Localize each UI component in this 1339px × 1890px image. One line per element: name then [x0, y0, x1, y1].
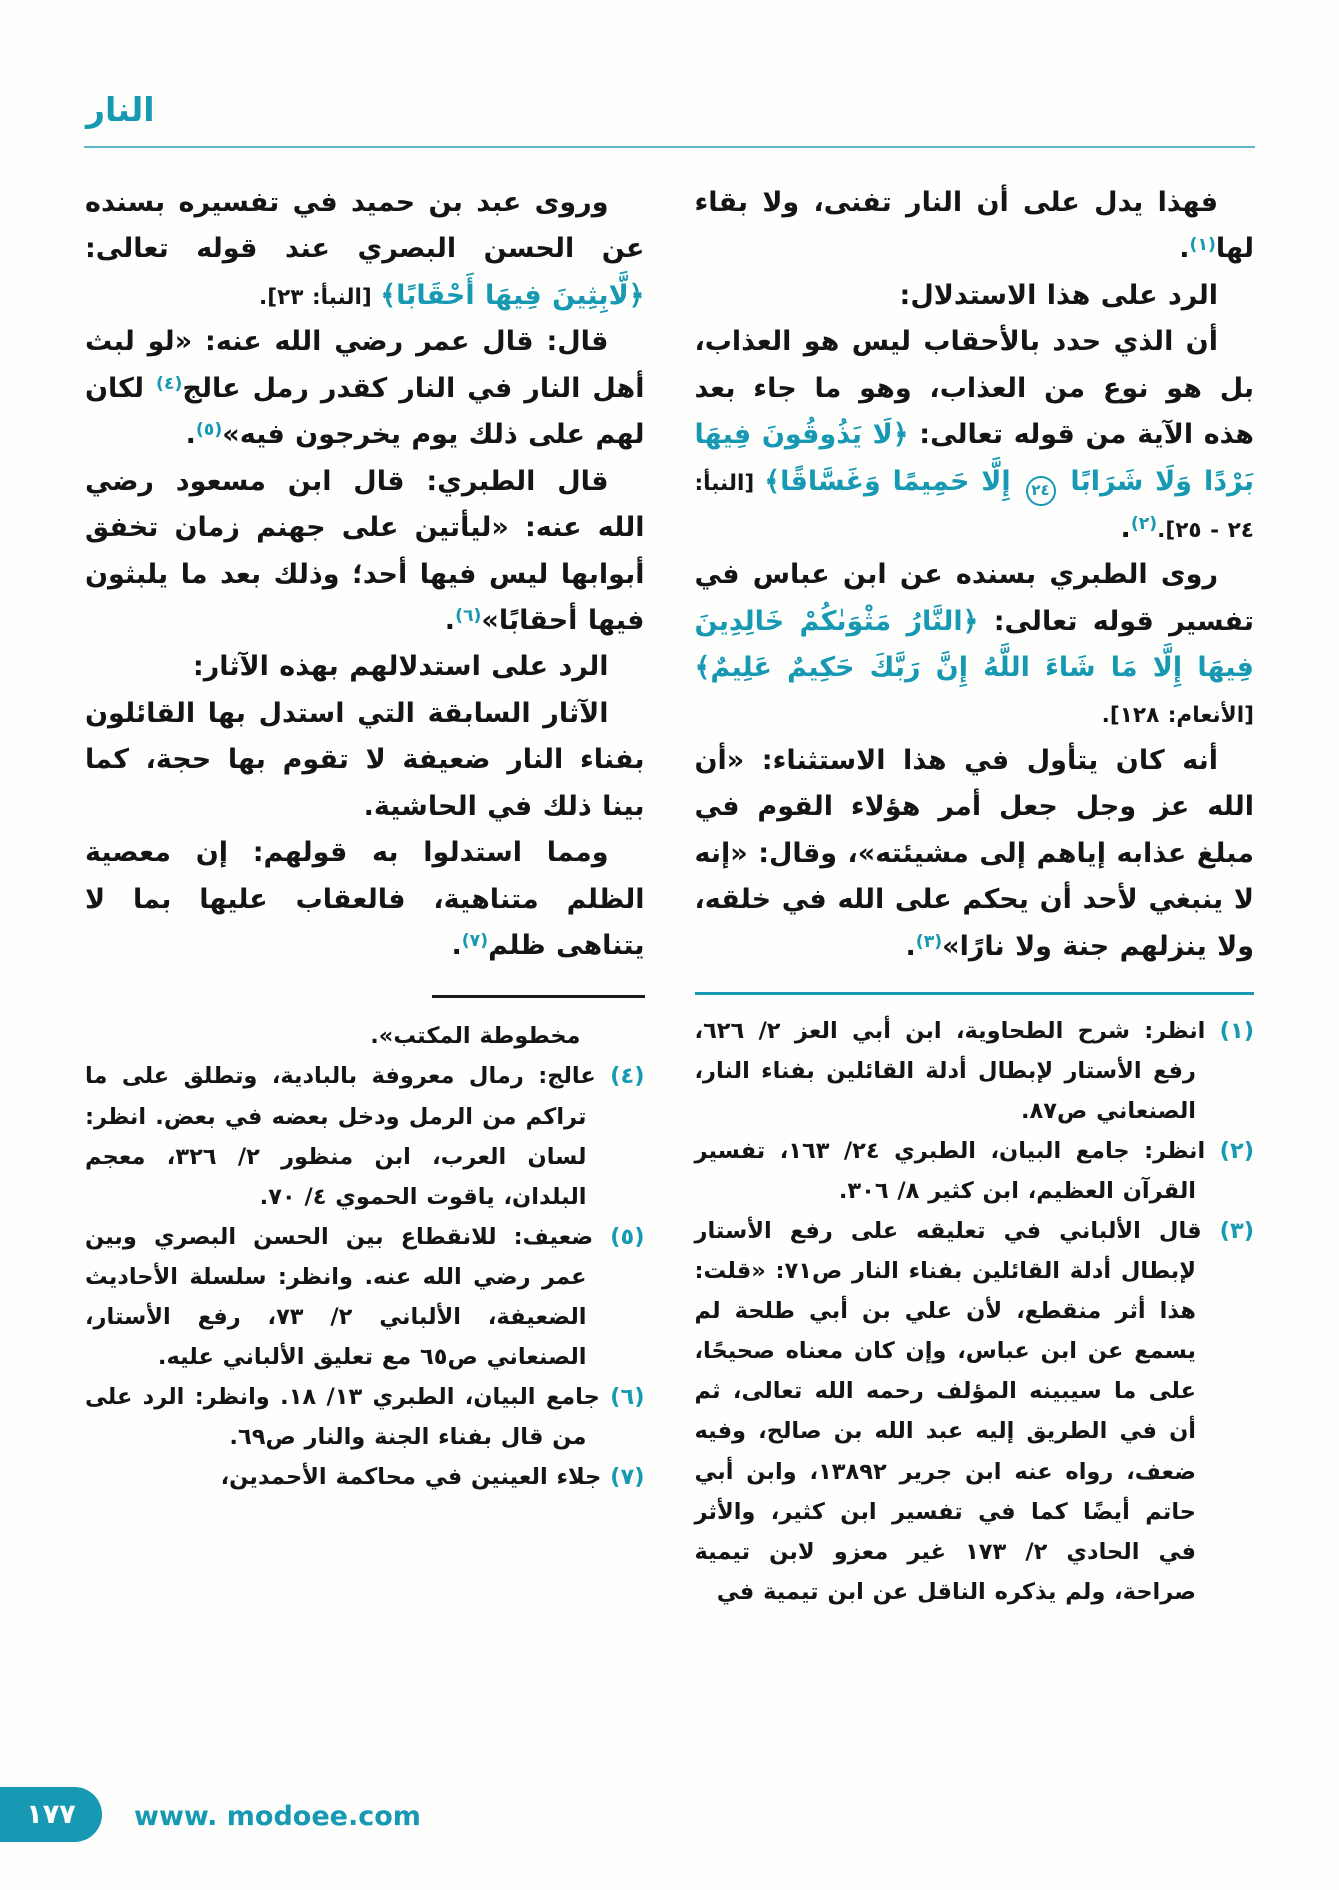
footnote — [85, 1016, 645, 1056]
paragraph — [695, 738, 1255, 970]
body-text: . — [444, 604, 456, 636]
footnote-text: مخطوطة المكتب». — [370, 1023, 581, 1050]
paragraph — [85, 459, 645, 645]
footnote-separator — [432, 995, 645, 998]
quran-verse: ﴿لَّابِثِينَ فِيهَا أَحْقَابًا﴾ — [380, 279, 645, 311]
website-link[interactable]: www. modoee.com — [134, 1801, 421, 1832]
footnote-number: (١) — [1205, 1018, 1254, 1044]
footnote — [695, 1211, 1255, 1611]
paragraph — [85, 691, 645, 830]
footnote-marker: (٣) — [915, 931, 943, 952]
footnote-marker: (١) — [1189, 234, 1216, 255]
footnote-number: (٥) — [593, 1223, 645, 1250]
footnotes-section — [85, 1016, 645, 1497]
body-text: أن الذي حدد بالأحقاب ليس هو العذاب، بل هو نوع من العذاب، وهو ما جاء بعد هذه الآية من قوله تعالى: — [694, 326, 1255, 451]
body-text: . — [451, 930, 462, 961]
body-text: . — [1120, 512, 1131, 544]
footnote — [85, 1056, 645, 1216]
paragraph — [85, 180, 645, 319]
body-text: . — [185, 419, 196, 451]
body-text: الرد على استدلالهم بهذه الآثار: — [192, 651, 609, 683]
paragraph — [695, 180, 1255, 273]
body-text: . — [1179, 233, 1190, 265]
footnote-text: عالج: رمال معروفة بالبادية، وتطلق على ما تراكم من الرمل ودخل بعضه في بعض. انظر: لسان العرب، ابن منظور ٢/ ٣٢٦، معجم البلدان، ياقوت الحموي ٤/ ٧٠. — [85, 1063, 596, 1210]
body-text: أنه كان يتأول في هذا الاستثناء: «أن الله عز وجل جعل أمر هؤلاء القوم في مبلغ عذابه إياهم إلى مشيئته»، وقال: «إنه لا ينبغي لأحد أن يحكم على الله في خلقه، ولا ينزلهم جنة ولا نارًا» — [694, 744, 1254, 962]
body-text: روى الطبري بسنده عن ابن عباس في تفسير قوله تعالى: — [694, 559, 1254, 637]
footnote-text: جامع البيان، الطبري ١٣/ ١٨. وانظر: الرد على من قال بفناء الجنة والنار ص٦٩. — [85, 1383, 600, 1450]
footnote-text: انظر: شرح الطحاوية، ابن أبي العز ٢/ ٦٢٦، رفع الأستار لإبطال أدلة القائلين بفناء النار، الصنعاني ص٨٧. — [694, 1018, 1206, 1125]
paragraph — [695, 319, 1255, 552]
footnote-number: (٣) — [1201, 1218, 1254, 1245]
footnote-number: (٢) — [1205, 1138, 1254, 1165]
column-body — [85, 180, 645, 969]
footnote — [85, 1217, 645, 1377]
footnote-marker: (٤) — [156, 373, 183, 394]
body-text: ومما استدلوا به قولهم: إن معصية الظلم متناهية، فالعقاب عليها بما لا يتناهى ظلم — [85, 837, 645, 961]
column-body — [695, 180, 1255, 970]
body-text: فهذا يدل على أن النار تفنى، ولا بقاء لها — [694, 187, 1254, 265]
footnote-marker: (٧) — [461, 931, 489, 952]
footnote — [695, 1131, 1255, 1211]
body-text: . — [905, 930, 916, 962]
column-left — [85, 180, 645, 1612]
body-text: الآثار السابقة التي استدل بها القائلون بفناء النار ضعيفة لا تقوم بها حجة، كما بينا ذلك في الحاشية. — [85, 697, 645, 822]
footnote-separator — [695, 992, 1255, 995]
verse-reference: [الأنعام: ١٢٨]. — [1101, 703, 1254, 729]
body-text: وروى عبد بن حميد في تفسيره بسنده عن الحسن البصري عند قوله تعالى: — [85, 187, 645, 265]
footnote-number: (٤) — [595, 1063, 645, 1090]
footnote — [85, 1377, 645, 1457]
footnote — [85, 1457, 645, 1497]
page-content — [85, 180, 1254, 1612]
footnote-marker: (٦) — [455, 606, 482, 627]
section-heading — [695, 273, 1255, 319]
quran-verse: ﴿لَا يَذُوقُونَ فِيهَا بَرْدًا وَلَا شَرَابًا — [694, 419, 1254, 497]
verse-reference: [النبأ: ٢٤ - ٢٥]. — [694, 470, 1254, 543]
section-heading — [85, 644, 645, 690]
footnote-text: انظر: جامع البيان، الطبري ٢٤/ ١٦٣، تفسير القرآن العظيم، ابن كثير ٨/ ٣٠٦. — [694, 1138, 1206, 1205]
footnote — [695, 1011, 1255, 1131]
footnote-number: (٧) — [601, 1463, 645, 1490]
page-number-badge: ١٧٧ — [0, 1787, 102, 1842]
column-right — [695, 180, 1255, 1612]
footnote-marker: (٢) — [1130, 513, 1158, 534]
footnote-number: (٦) — [599, 1383, 645, 1410]
footnote-text: قال الألباني في تعليقه على رفع الأستار لإبطال أدلة القائلين بفناء النار ص٧١: «قلت: هذا أثر منقطع، لأن علي بن أبي طلحة لم يسمع عن ابن عباس، وإن كان معناه صحيحًا، على ما سيبينه المؤلف رحمه الله تعالى، ثم أن في الطريق إليه عبد الله بن صالح، وفيه ضعف، رواه عنه ابن جرير ١٣٨٩٢، وابن أبي حاتم أيضًا كما في تفسير ابن كثير، والأثر في الحادي ٢/ ١٧٣ غير معزو لابن تيمية صراحة، ولم يذكره الناقل عن ابن تيمية في — [694, 1218, 1202, 1605]
paragraph — [85, 830, 645, 969]
footnote-text: جلاء العينين في محاكمة الأحمدين، — [220, 1463, 602, 1490]
quran-verse: إِلَّا حَمِيمًا وَغَسَّاقًا﴾ — [764, 465, 1023, 497]
verse-reference: [النبأ: ٢٣]. — [259, 284, 381, 310]
body-text: الرد على هذا الاستدلال: — [899, 279, 1218, 311]
paragraph — [695, 552, 1255, 738]
body-text: قال: قال عمر رضي الله عنه: «لو لبث أهل النار في النار كقدر رمل عالج — [85, 326, 645, 404]
footnotes-section — [695, 1011, 1255, 1612]
chapter-title: النار — [86, 90, 155, 129]
footnote-text: ضعيف: للانقطاع بين الحسن البصري وبين عمر رضي الله عنه. وانظر: سلسلة الأحاديث الضعيفة، الألباني ٢/ ٧٣، رفع الأستار، الصنعاني ص٦٥ مع تعليق الألباني عليه. — [85, 1223, 594, 1370]
footnote-marker: (٥) — [195, 420, 223, 441]
body-text: لكان لهم على ذلك يوم يخرجون فيه» — [85, 372, 645, 451]
ayah-number: ٢٤ — [1026, 476, 1056, 506]
paragraph — [85, 319, 645, 458]
header-rule — [84, 146, 1255, 148]
body-text: قال الطبري: قال ابن مسعود رضي الله عنه: «ليأتين على جهنم زمان تخفق أبوابها ليس فيها أحد؛ وذلك بعد ما يلبثون فيها أحقابًا» — [85, 465, 645, 636]
quran-verse: ﴿النَّارُ مَثْوَىٰكُمْ خَالِدِينَ فِيهَا إِلَّا مَا شَاءَ اللَّهُ إِنَّ رَبَّكَ حَكِيمٌ عَلِيمٌ﴾ — [694, 605, 1254, 683]
